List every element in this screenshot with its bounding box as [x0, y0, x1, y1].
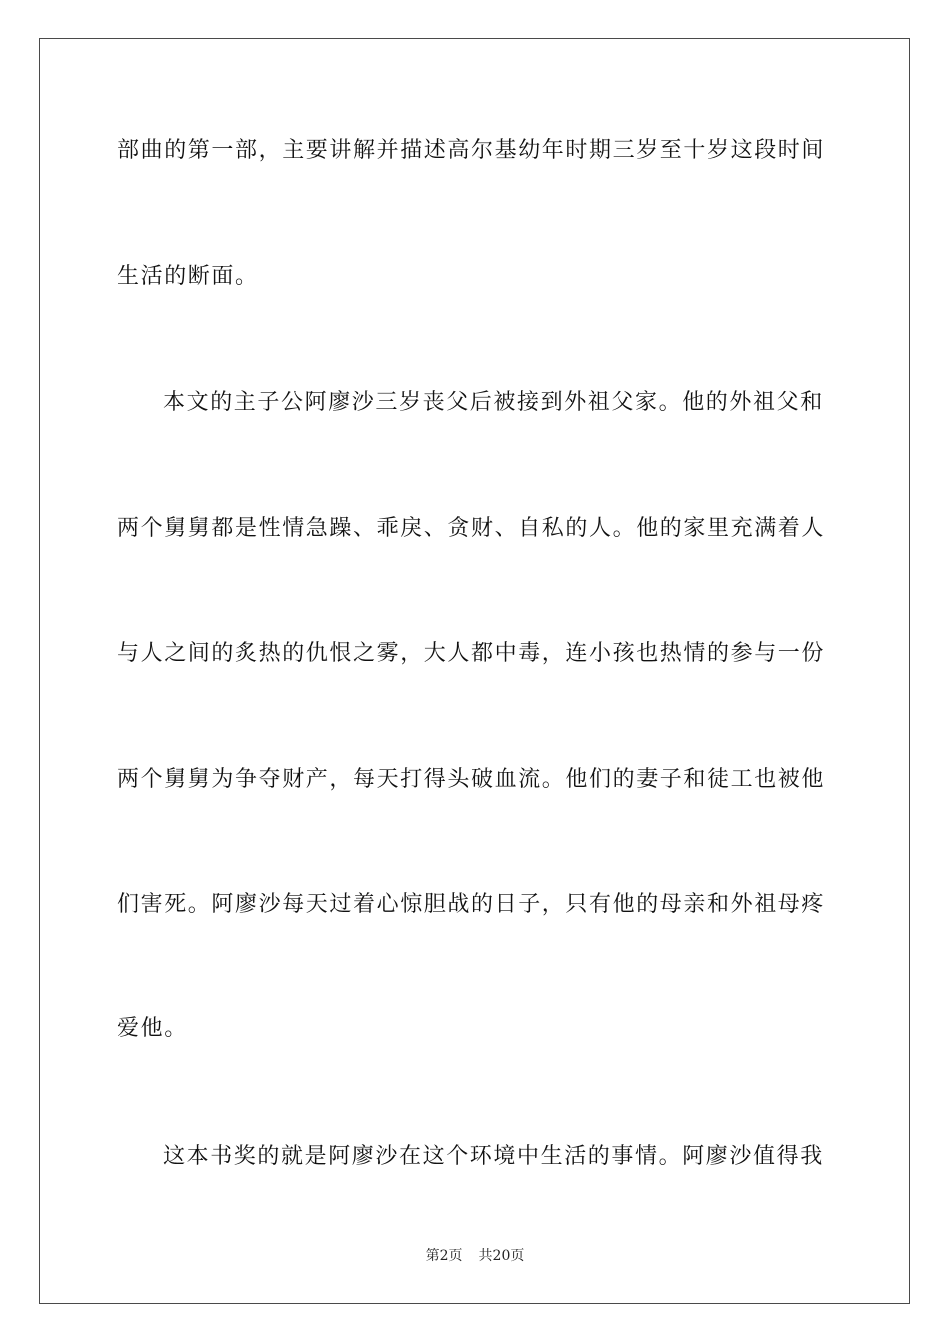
text-line: 部曲的第一部，主要讲解并描述高尔基幼年时期三岁至十岁这段时间 [117, 138, 826, 163]
text-line: 们害死。阿廖沙每天过着心惊胆战的日子，只有他的母亲和外祖母疼 [117, 892, 826, 917]
text-line: 生活的断面。 [117, 264, 259, 289]
paragraph-first-line: 本文的主子公阿廖沙三岁丧父后被接到外祖父家。他的外祖父和 [163, 390, 824, 415]
text-line: 与人之间的炙热的仇恨之雾，大人都中毒，连小孩也热情的参与一份 [117, 641, 826, 666]
text-line: 爱他。 [117, 1016, 188, 1041]
text-line: 两个舅舅为争夺财产，每天打得头破血流。他们的妻子和徒工也被他 [117, 767, 826, 792]
page-footer [0, 1246, 950, 1266]
page-border [39, 38, 910, 1304]
paragraph-first-line: 这本书奖的就是阿廖沙在这个环境中生活的事情。阿廖沙值得我 [163, 1144, 824, 1169]
page-total: 共20页 [478, 1248, 525, 1264]
text-line: 两个舅舅都是性情急躁、乖戾、贪财、自私的人。他的家里充满着人 [117, 516, 826, 541]
page-number: 第2页 [425, 1248, 463, 1264]
